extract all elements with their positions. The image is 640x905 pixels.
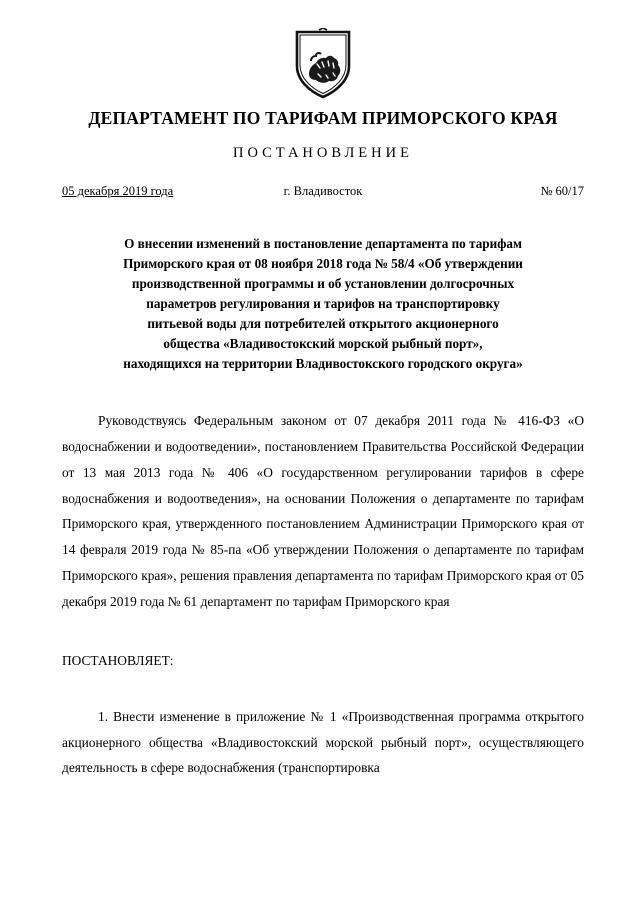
document-date: 05 декабря 2019 года: [62, 184, 174, 198]
document-meta-row: [62, 184, 584, 202]
document-item-1: 1. Внести изменение в приложение № 1 «Производственная программа открытого акционерного общества «Владивостокский морской рыбный порт», осуществляющего деятельность в сфере водоснабжения (транспортировка: [62, 708, 584, 776]
document-type-heading: ПОСТАНОВЛЕНИЕ: [233, 145, 413, 161]
document-preamble: Руководствуясь Федеральным законом от 07 декабря 2011 года № 416-ФЗ «О водоснабжении и водоотведении», постановлением Правительства Российской Федерации от 13 мая 2013 года № 406 «О государственном регулировании тарифов в сфере водоснабжения и водоотведения», на основании Положения о департаменте по тарифам Приморского края, утвержденного постановлением Администрации Приморского края от 14 февраля 2019 года № 85-па «Об утверждении Положения о департаменте по тарифам Приморского края», решения правления департамента по тарифам Приморского края от 05 декабря 2019 года № 61 департамент по тарифам Приморского края: [62, 413, 584, 609]
emblem-container: [62, 28, 584, 100]
resolution-keyword: ПОСТАНОВЛЯЕТ:: [62, 653, 174, 669]
coat-of-arms-primorsky-krai-icon: [293, 28, 353, 98]
document-subject: О внесении изменений в постановление департамента по тарифам Приморского края от 08 ноября 2018 года № 58/4 «Об утверждении производственной программы и об установлении долгосрочных параметров регулирования и тарифов на транспортировку питьевой воды для потребителей открытого акционерного общества «Владивостокский морской рыбный порт», находящихся на территории Владивостокского городского округа»: [123, 236, 523, 372]
page-title: ДЕПАРТАМЕНТ ПО ТАРИФАМ ПРИМОРСКОГО КРАЯ: [88, 108, 558, 128]
document-city: г. Владивосток: [283, 184, 363, 198]
document-number: № 60/17: [540, 184, 584, 198]
